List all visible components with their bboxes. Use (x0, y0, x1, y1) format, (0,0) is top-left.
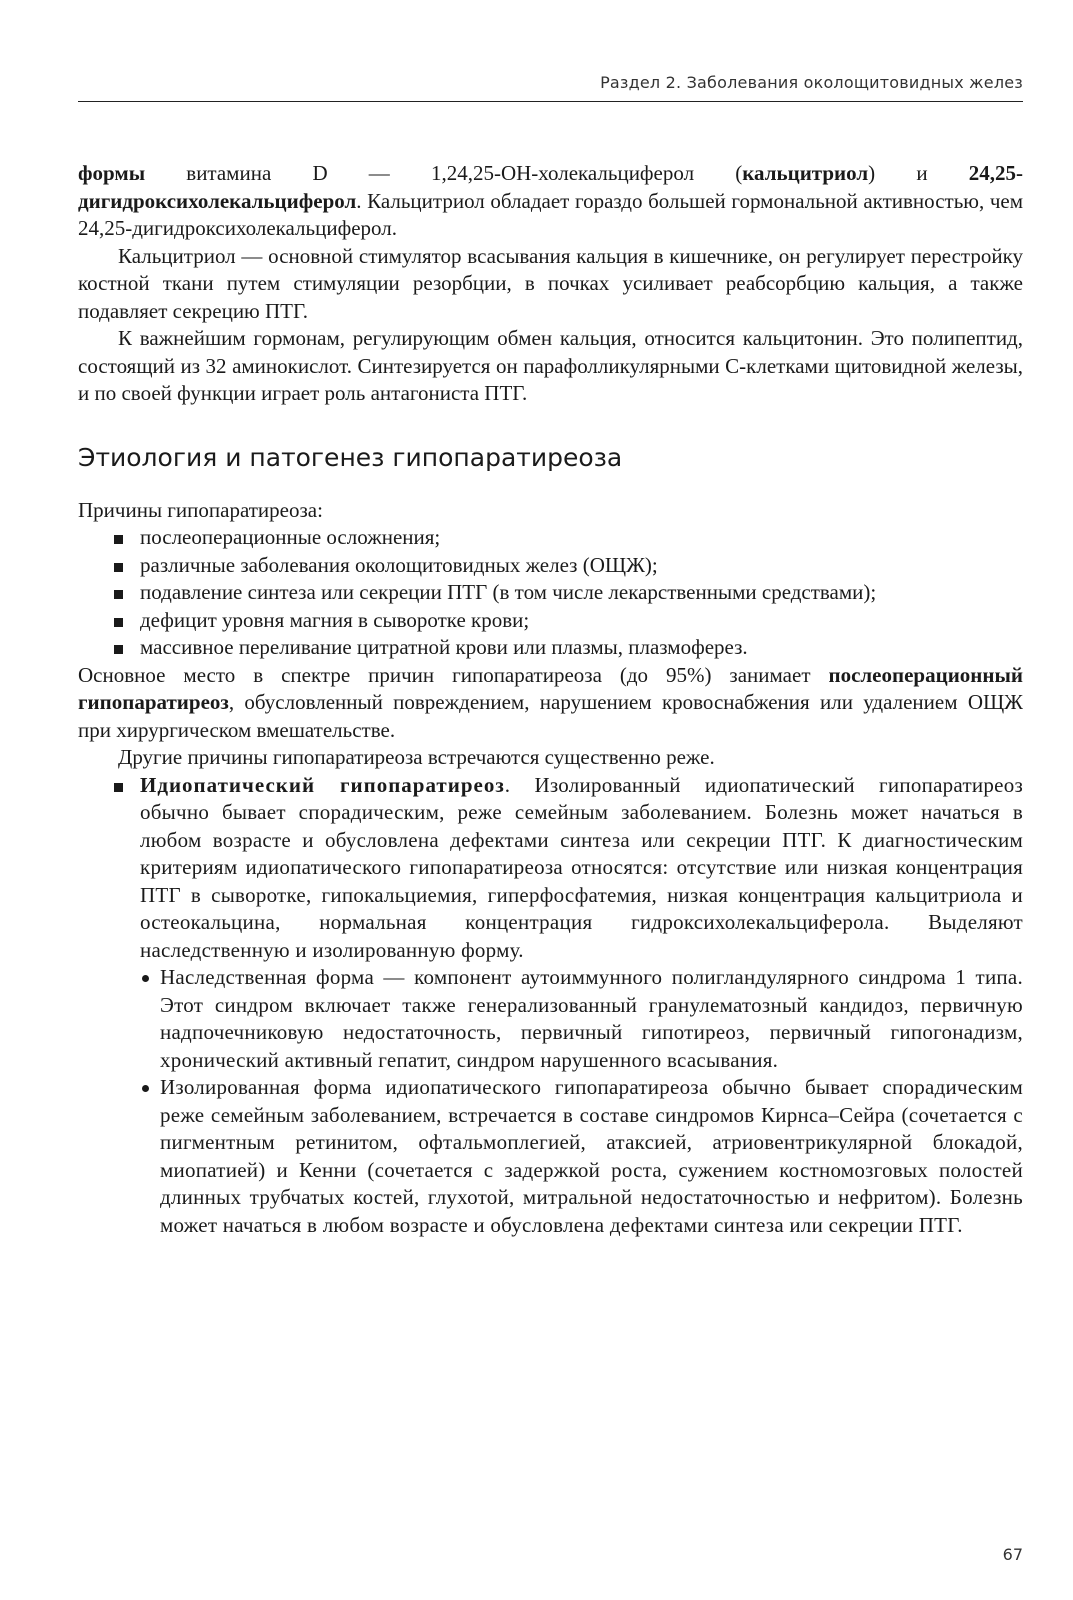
text-run: ) и (868, 161, 969, 185)
bold-term: Идиопатический гипопаратиреоз (140, 772, 505, 797)
list-item: массивное переливание цитратной крови или плазмы, плазмоферез. (114, 634, 1023, 662)
header-rule (78, 101, 1023, 102)
text-run: Основное место в спектре причин гипопаратиреоза (до 95%) занимает (78, 662, 829, 687)
text-run: . Изолированный идиопатический гипопаратиреоз обычно бывает спорадическим, реже семейным заболеванием. Болезнь может начаться в любом возрасте и обусловлена дефектами синтеза или секреции ПТГ. К диагностическим критериям идиопатического гипопаратиреоза относятся: отсутствие или низкая концентрация ПТГ в сыворотке, гипокальциемия, гиперфосфатемия, низкая концентрация кальцитриола и остеокальцина, нормальная концентрация гидроксихолекальциферола. Выделяют наследственную и изолированную форму. (140, 772, 1023, 962)
idiopathic-item (114, 772, 1023, 1240)
causes-list (78, 524, 1023, 662)
causes-lead: Причины гипопаратиреоза: (78, 497, 323, 522)
bold-term: послеоперационный гипопаратиреоз (78, 662, 1023, 714)
bold-term: формы (78, 161, 146, 185)
list-item: Изолированная форма идиопатического гипопаратиреоза обычно бывает спорадическим реже семейным заболеванием, встречается в составе синдромов Кирнса–Сейра (сочетается с пигментным ретинитом, офтальмоплегией, атаксией, атриовентрикулярной блокадой, миопатией) и Кенни (сочетается с задержкой роста, сужением костномозговых полостей длинных трубчатых костей, глухотой, митральной недостаточностью и нефритом). Болезнь может начаться в любом возрасте и обусловлена дефектами синтеза или секреции ПТГ. (140, 1074, 1023, 1239)
page-number: 67 (1002, 1545, 1023, 1564)
section-heading: Этиология и патогенез гипопаратиреоза (78, 442, 623, 472)
list-item: послеоперационные осложнения; (114, 524, 1023, 552)
intro-paragraph-2: Кальцитриол — основной стимулятор всасывания кальция в кишечнике, он регулирует перестройку костной ткани путем стимуляции резорбции, в почках усиливает реабсорбцию кальция, а также подавляет секрецию ПТГ. (78, 243, 1023, 323)
main-cause-paragraph (78, 662, 1023, 745)
forms-list (140, 964, 1023, 1239)
text-run: витамина D — 1,24,25-ОН-холекальциферол ( (145, 161, 743, 185)
list-item: подавление синтеза или секреции ПТГ (в том числе лекарственными средствами); (114, 579, 1023, 607)
text-run: , обусловленный повреждением, нарушением кровоснабжения или удалением ОЩЖ при хирургическом вмешательстве. (78, 690, 1023, 742)
intro-paragraph-3: К важнейшим гормонам, регулирующим обмен кальция, относится кальцитонин. Это полипептид, состоящий из 32 аминокислот. Синтезируется он парафолликулярными С-клетками щитовидной железы, и по своей функции играет роль антагониста ПТГ. (78, 326, 1023, 405)
bold-term: кальцитриол (742, 161, 869, 185)
idiopathic-paragraph (140, 772, 1023, 965)
running-header: Раздел 2. Заболевания околощитовидных желез (600, 73, 1023, 92)
list-item: Наследственная форма — компонент аутоиммунного полигландулярного синдрома 1 типа. Этот синдром включает также генерализованный гранулематозный кандидоз, первичную надпочечниковую недостаточность, первичный гипотиреоз, первичный гипогонадизм, хронический активный гепатит, синдром нарушенного всасывания. (140, 964, 1023, 1074)
body-text (78, 160, 1023, 1239)
list-item: дефицит уровня магния в сыворотке крови; (114, 607, 1023, 635)
intro-paragraph-1 (78, 160, 1023, 243)
text-run: . Кальцитриол обладает гораздо большей гормональной активностью, чем 24,25-дигидроксихолекальциферол. (78, 188, 1023, 240)
list-item: различные заболевания околощитовидных желез (ОЩЖ); (114, 552, 1023, 580)
bold-term: 24,25-дигидроксихолекальциферол (78, 161, 1024, 213)
other-causes-paragraph: Другие причины гипопаратиреоза встречаются существенно реже. (118, 745, 715, 769)
